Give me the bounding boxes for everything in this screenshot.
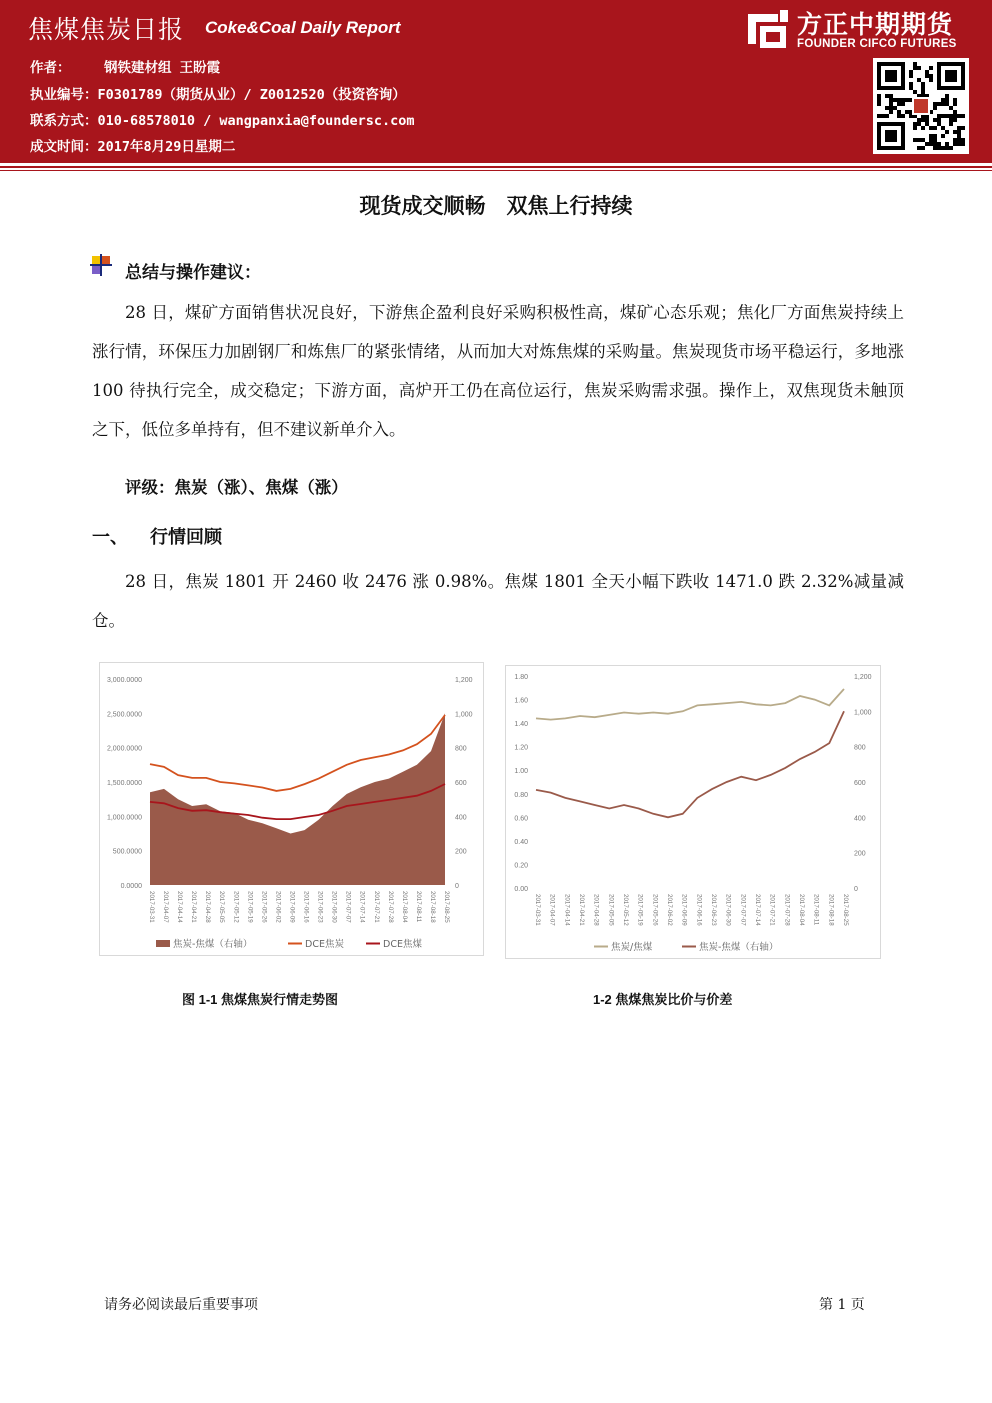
y-right-tick-label: 400 bbox=[854, 815, 866, 823]
y-right-tick-label: 0 bbox=[854, 886, 858, 893]
y-left-tick-label: 0.0000 bbox=[120, 883, 142, 890]
x-tick-label: 2017-04-28 bbox=[204, 891, 212, 923]
x-tick-label: 2017-07-14 bbox=[754, 894, 761, 926]
header-divider bbox=[0, 166, 992, 168]
y-left-tick-label: 3,000.0000 bbox=[106, 677, 142, 684]
x-tick-label: 2017-08-04 bbox=[400, 891, 408, 923]
y-right-tick-label: 600 bbox=[854, 780, 866, 787]
y-left-tick-label: 1.40 bbox=[514, 721, 528, 729]
y-right-tick-label: 200 bbox=[455, 848, 467, 856]
summary-heading: 总结与操作建议： bbox=[125, 263, 261, 283]
y-right-tick-label: 1,000 bbox=[854, 709, 872, 717]
x-tick-label: 2017-03-31 bbox=[534, 894, 541, 926]
y-left-tick-label: 1,500.0000 bbox=[106, 780, 142, 787]
x-tick-label: 2017-04-14 bbox=[563, 894, 571, 926]
chart-coke-coal-trend-svg bbox=[100, 663, 483, 955]
chart1-caption: 图 1-1 焦煤焦炭行情走势图 bbox=[182, 992, 339, 1007]
y-left-tick-label: 1.80 bbox=[514, 674, 528, 681]
section-number: 一、 bbox=[92, 527, 128, 548]
chart-coke-coal-trend bbox=[99, 662, 484, 956]
x-tick-label: 2017-03-31 bbox=[148, 891, 155, 923]
y-right-tick-label: 800 bbox=[455, 745, 467, 753]
x-tick-label: 2017-05-12 bbox=[232, 891, 240, 923]
x-tick-label: 2017-05-12 bbox=[622, 894, 629, 926]
x-tick-label: 2017-06-30 bbox=[330, 891, 338, 923]
legend-swatch-0 bbox=[156, 940, 170, 947]
x-tick-label: 2017-05-19 bbox=[246, 891, 254, 923]
author-value: 钢铁建材组 王盼霞 bbox=[104, 60, 221, 76]
x-tick-label: 2017-06-09 bbox=[288, 891, 296, 923]
chart-ratio-spread bbox=[505, 665, 881, 959]
contact-row bbox=[30, 109, 414, 129]
x-tick-label: 2017-08-25 bbox=[443, 891, 450, 923]
legend-label-1: 焦炭-焦煤（右轴） bbox=[699, 942, 779, 953]
x-tick-label: 2017-08-11 bbox=[812, 894, 820, 926]
x-tick-label: 2017-08-11 bbox=[414, 891, 422, 923]
series-line-0 bbox=[536, 689, 844, 720]
x-tick-label: 2017-04-21 bbox=[190, 891, 198, 923]
x-tick-label: 2017-06-23 bbox=[710, 894, 717, 926]
date-value: 2017年8月29日星期二 bbox=[97, 139, 236, 155]
x-tick-label: 2017-05-26 bbox=[260, 891, 268, 923]
founder-logo-icon bbox=[744, 8, 790, 50]
logo-text-cn: 方正中期期货 bbox=[797, 10, 954, 39]
license-value: F0301789（期货从业）/ Z0012520（投资咨询） bbox=[97, 87, 406, 103]
x-tick-label: 2017-06-16 bbox=[302, 891, 310, 923]
y-right-tick-label: 1,200 bbox=[854, 674, 872, 681]
license-label: 执业编号： bbox=[30, 87, 98, 103]
date-label: 成文时间： bbox=[30, 139, 98, 155]
series-area-0 bbox=[150, 713, 445, 885]
y-right-tick-label: 1,000 bbox=[455, 711, 473, 719]
contact-label: 联系方式： bbox=[30, 113, 98, 129]
x-tick-label: 2017-07-28 bbox=[386, 891, 394, 923]
x-tick-label: 2017-06-02 bbox=[274, 891, 282, 923]
x-tick-label: 2017-07-14 bbox=[358, 891, 366, 923]
x-tick-label: 2017-08-18 bbox=[428, 891, 436, 923]
qr-code-icon bbox=[873, 58, 969, 154]
legend-label-0: 焦炭/焦煤 bbox=[611, 942, 653, 953]
x-tick-label: 2017-07-21 bbox=[768, 894, 776, 926]
rating-text: 评级：焦炭（涨）、焦煤（涨） bbox=[125, 478, 348, 497]
y-left-tick-label: 0.20 bbox=[514, 862, 528, 870]
x-tick-label: 2017-08-25 bbox=[842, 894, 849, 926]
x-tick-label: 2017-07-07 bbox=[739, 894, 747, 926]
legend-label-1: DCE焦炭 bbox=[305, 939, 344, 950]
header-divider-thin bbox=[0, 170, 992, 171]
x-tick-label: 2017-05-19 bbox=[636, 894, 644, 926]
bullet-icon bbox=[90, 254, 112, 276]
x-tick-label: 2017-06-09 bbox=[680, 894, 688, 926]
y-left-tick-label: 1.20 bbox=[514, 744, 528, 752]
x-tick-label: 2017-04-07 bbox=[548, 894, 556, 926]
y-left-tick-label: 0.60 bbox=[514, 815, 528, 823]
contact-value: 010-68578010 / wangpanxia@foundersc.com bbox=[97, 113, 415, 129]
x-tick-label: 2017-05-05 bbox=[607, 894, 615, 926]
y-left-tick-label: 2,000.0000 bbox=[106, 745, 142, 753]
x-tick-label: 2017-06-02 bbox=[666, 894, 673, 926]
y-left-tick-label: 1,000.0000 bbox=[106, 814, 142, 822]
x-tick-label: 2017-06-30 bbox=[724, 894, 732, 926]
author-label: 作者： bbox=[30, 60, 71, 76]
market-review-paragraph: 28 日，焦炭 1801 开 2460 收 2476 涨 0.98%。焦煤 1801 全天小幅下跌收 1471.0 跌 2.32%减量减仓。 bbox=[92, 572, 904, 630]
y-left-tick-label: 2,500.0000 bbox=[106, 711, 142, 719]
x-tick-label: 2017-04-28 bbox=[592, 894, 600, 926]
chart2-caption: 1-2 焦煤焦炭比价与价差 bbox=[593, 992, 733, 1007]
summary-paragraph: 28 日，煤矿方面销售状况良好，下游焦企盈利良好采购积极性高，煤矿心态乐观；焦化厂方面焦炭持续上涨行情，环保压力加剧钢厂和炼焦厂的紧张情绪，从而加大对炼焦煤的采购量。焦炭现货市场平稳运行，多地涨 100 待执行完全，成交稳定；下游方面，高炉开工仍在高位运行，焦炭采购需求强。操作上，双焦现货未触顶之下，低位多单持有，但不建议新单介入。 bbox=[92, 303, 904, 439]
report-title-en: Coke&Coal Daily Report bbox=[205, 18, 401, 37]
license-row bbox=[30, 83, 406, 103]
qr-code bbox=[873, 58, 969, 154]
y-right-tick-label: 200 bbox=[854, 850, 866, 858]
x-tick-label: 2017-07-21 bbox=[372, 891, 380, 923]
x-tick-label: 2017-06-16 bbox=[695, 894, 703, 926]
x-tick-label: 2017-05-26 bbox=[651, 894, 659, 926]
legend-label-0: 焦炭-焦煤（右轴） bbox=[173, 939, 253, 950]
x-tick-label: 2017-04-07 bbox=[162, 891, 170, 923]
x-tick-label: 2017-07-28 bbox=[783, 894, 791, 926]
x-tick-label: 2017-05-05 bbox=[218, 891, 226, 923]
x-tick-label: 2017-08-18 bbox=[827, 894, 835, 926]
y-right-tick-label: 800 bbox=[854, 744, 866, 752]
report-title: 焦煤焦炭日报 bbox=[28, 15, 185, 44]
date-row bbox=[30, 135, 235, 155]
y-left-tick-label: 1.60 bbox=[514, 697, 528, 705]
x-tick-label: 2017-07-07 bbox=[344, 891, 352, 923]
series-line-1 bbox=[536, 711, 844, 817]
page-number: 第 1 页 bbox=[819, 1297, 865, 1313]
legend-label-2: DCE焦煤 bbox=[383, 939, 422, 950]
x-tick-label: 2017-04-21 bbox=[578, 894, 585, 926]
document-title: 现货成交顺畅 双焦上行持续 bbox=[359, 194, 633, 218]
y-right-tick-label: 1,200 bbox=[455, 677, 473, 684]
y-right-tick-label: 400 bbox=[455, 814, 467, 822]
x-tick-label: 2017-08-04 bbox=[798, 894, 805, 926]
x-tick-label: 2017-04-14 bbox=[176, 891, 184, 923]
y-right-tick-label: 0 bbox=[455, 883, 459, 890]
y-left-tick-label: 0.80 bbox=[514, 791, 528, 799]
y-left-tick-label: 0.40 bbox=[514, 838, 528, 846]
y-left-tick-label: 500.0000 bbox=[112, 848, 142, 856]
y-left-tick-label: 0.00 bbox=[514, 886, 528, 893]
chart-ratio-spread-svg bbox=[506, 666, 880, 958]
x-tick-label: 2017-06-23 bbox=[316, 891, 324, 923]
author-row bbox=[30, 56, 220, 76]
y-left-tick-label: 1.00 bbox=[514, 768, 528, 776]
footer-disclaimer: 请务必阅读最后重要事项 bbox=[104, 1297, 258, 1313]
section-title: 行情回顾 bbox=[150, 527, 222, 548]
report-header bbox=[0, 0, 992, 163]
logo-text-en: FOUNDER CIFCO FUTURES bbox=[797, 38, 957, 50]
y-right-tick-label: 600 bbox=[455, 780, 467, 787]
